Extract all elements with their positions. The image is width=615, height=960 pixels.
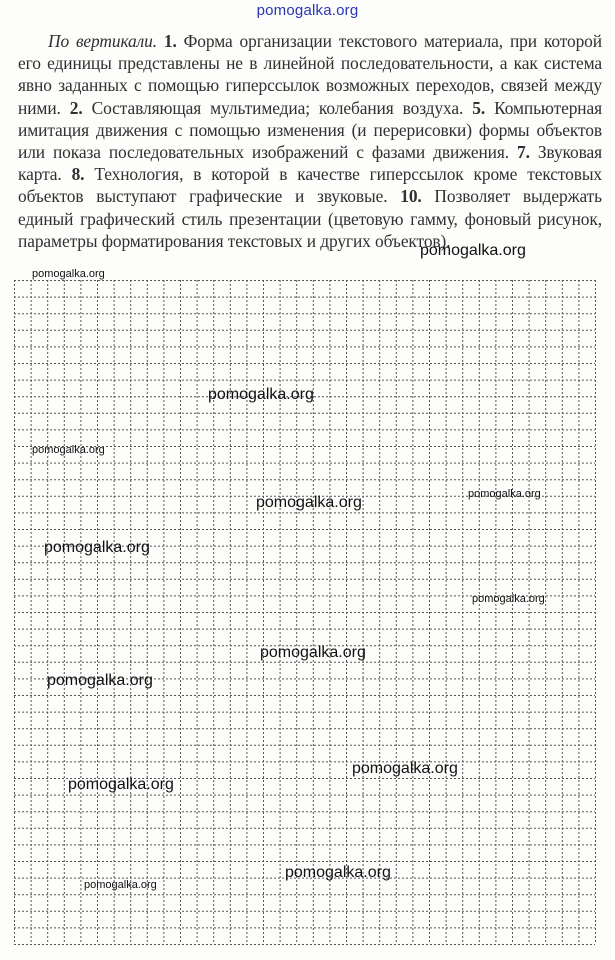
top-watermark: pomogalka.org	[256, 2, 359, 19]
item-text-2: Составляющая мультимедиа; колебания воздуха.	[91, 97, 464, 118]
item-text-1: Форма организации текстового материала, при которой его единицы представлены не в линейной последовательности, а как система явно заданных с помощью гиперссылок возможных переходов, связей между ними.	[18, 31, 602, 118]
watermark: pomogalka.org	[472, 593, 545, 605]
watermark: pomogalka.org	[68, 776, 174, 793]
task-text	[18, 30, 602, 252]
item-text-5: Компьютерная имитация движения с помощью изменения (и перерисовки) формы объектов или показа последовательных изображений с фазами движения.	[18, 97, 603, 163]
item-number-10: 10.	[400, 186, 422, 207]
crossword-grid	[14, 280, 606, 952]
item-number-5: 5.	[472, 97, 486, 118]
item-text-8: Технология, в которой в качестве гиперссылок кроме текстовых объектов выступают графические и звуковые.	[18, 164, 603, 207]
item-number-8: 8.	[71, 164, 85, 185]
watermark: pomogalka.org	[352, 760, 458, 777]
watermark: pomogalka.org	[468, 488, 541, 500]
watermark: pomogalka.org	[260, 644, 366, 661]
watermark: pomogalka.org	[84, 879, 157, 891]
watermark: pomogalka.org	[32, 444, 105, 456]
item-number-1: 1.	[163, 31, 177, 51]
watermark: pomogalka.org	[285, 864, 391, 881]
item-text-10: Позволяет выдержать единый графический стиль презентации (цветовую гамму, фоновый рисунок, параметры форматирования текстовых и других объектов).	[18, 186, 603, 251]
task-lead: По вертикали.	[48, 31, 157, 51]
item-number-2: 2.	[69, 97, 83, 118]
watermark: pomogalka.org	[44, 539, 150, 556]
watermark: pomogalka.org	[47, 672, 153, 689]
watermark: pomogalka.org	[32, 268, 105, 280]
watermark: pomogalka.org	[256, 494, 362, 511]
item-number-7: 7.	[517, 142, 530, 163]
watermark: pomogalka.org	[208, 386, 314, 403]
watermark: pomogalka.org	[420, 242, 526, 259]
item-text-7: Звуковая карта.	[18, 142, 602, 185]
grid-lines	[14, 280, 606, 952]
